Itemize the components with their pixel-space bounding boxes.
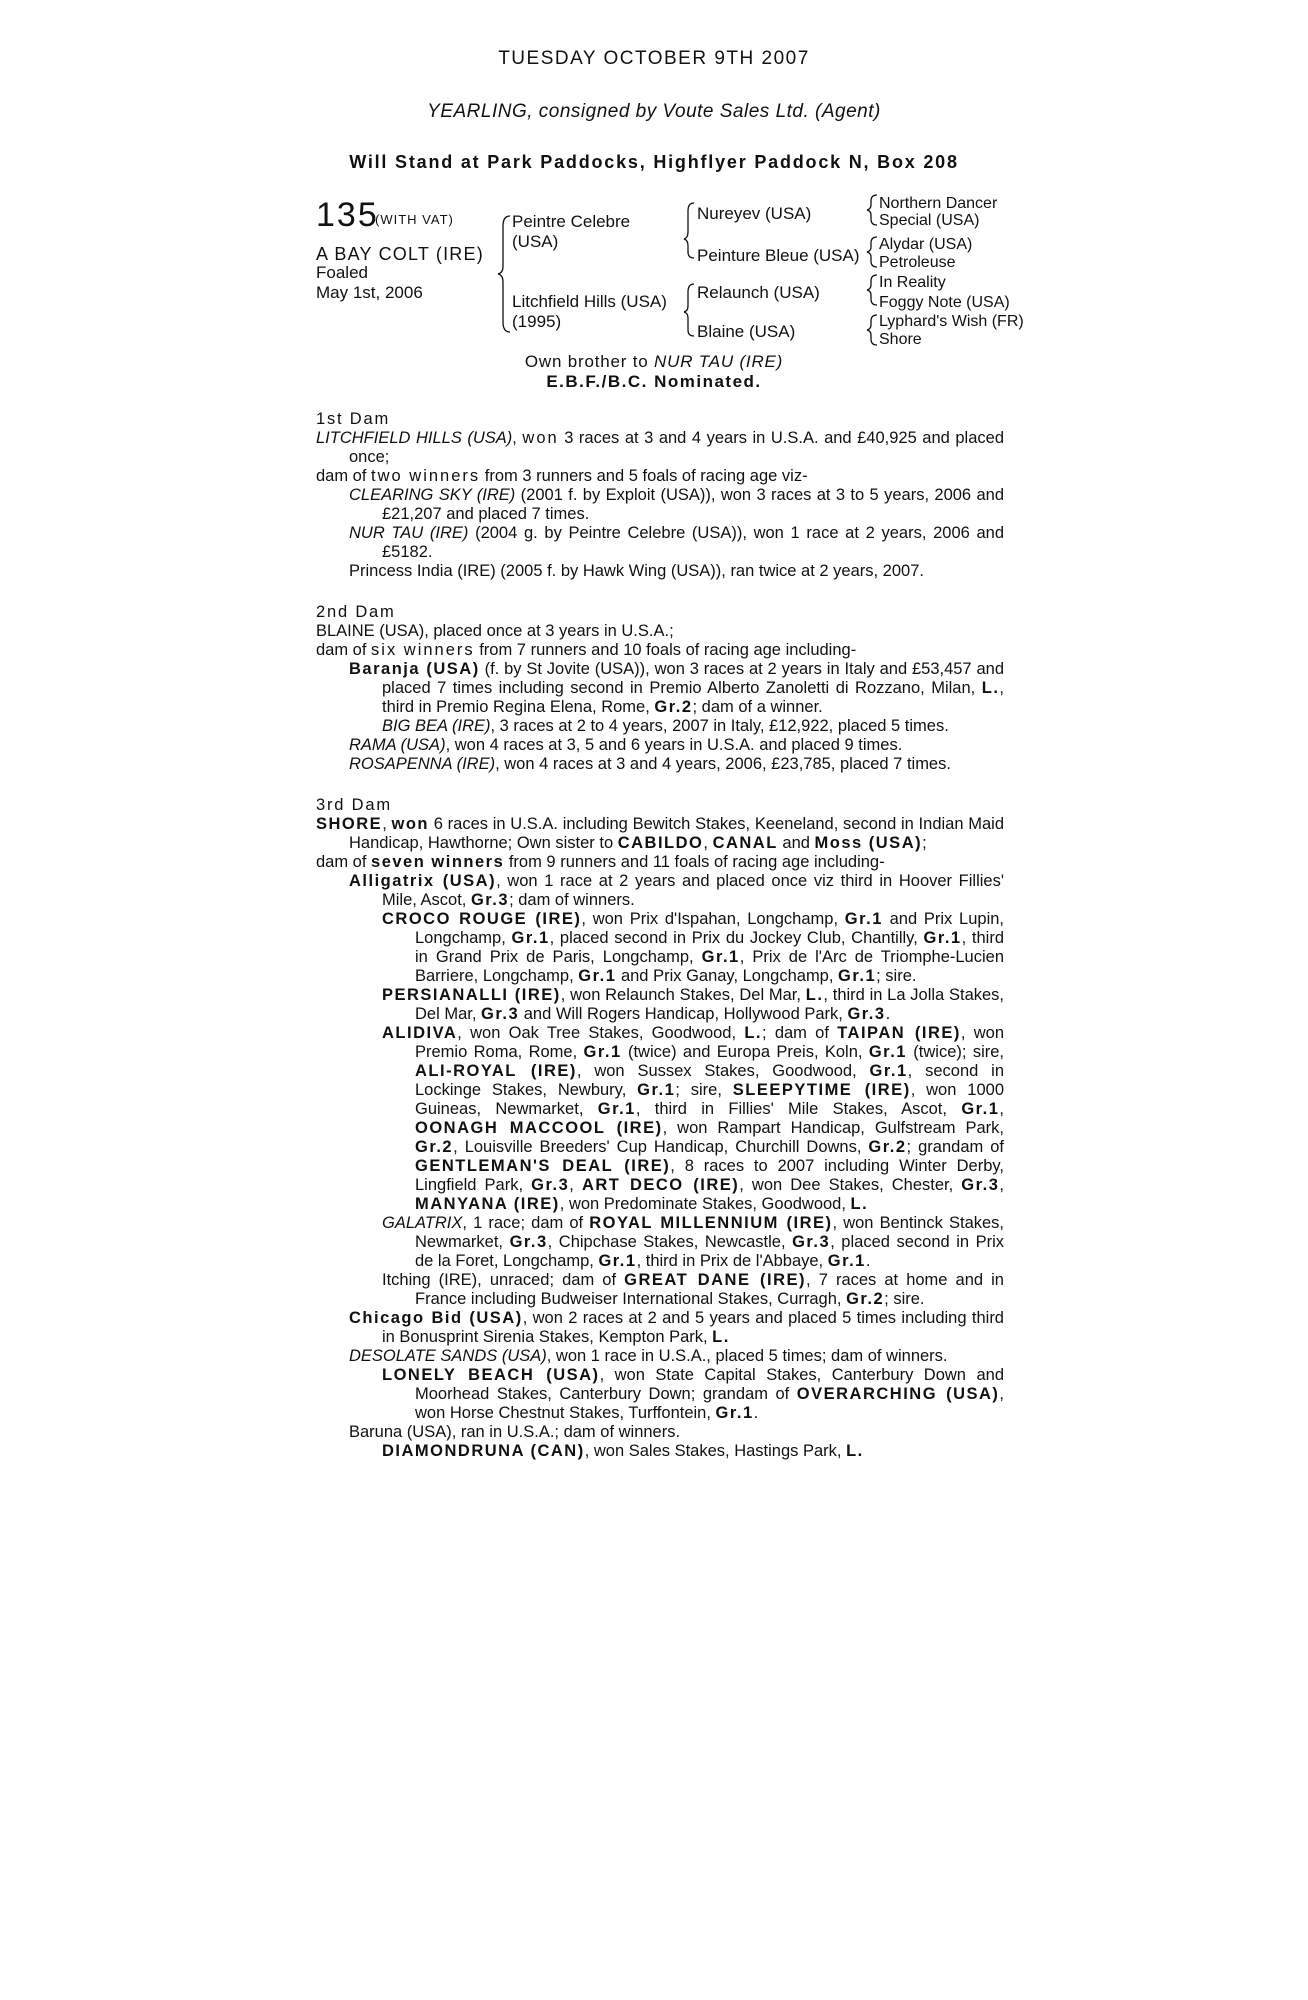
shore-e: and — [777, 834, 815, 852]
ali-b: ; dam of — [762, 1024, 838, 1042]
nomination-note: E.B.F./B.C. Nominated. — [546, 372, 762, 391]
ali-k: , — [999, 1100, 1005, 1118]
chic-name: Chicago Bid (USA) — [349, 1309, 523, 1327]
lone-c: . — [753, 1404, 759, 1422]
gal-royal: ROYAL MILLENNIUM (IRE) — [589, 1214, 833, 1232]
foal-rama-name: RAMA (USA) — [349, 736, 446, 754]
croco-gr3: Gr.1 — [923, 929, 962, 947]
ali-gent: GENTLEMAN'S DEAL (IRE) — [415, 1157, 671, 1175]
ali-art: ART DECO (IRE) — [581, 1176, 740, 1194]
pedigree-g7: Lyphard's Wish (FR) — [879, 313, 1024, 330]
catalogue-body — [316, 410, 1004, 1461]
pedigree-g1: Northern Dancer — [879, 195, 998, 212]
ali-taipan: TAIPAN (IRE) — [837, 1024, 961, 1042]
itch-great: GREAT DANE (IRE) — [624, 1271, 807, 1289]
first-dam-produce-count: two winners — [371, 467, 481, 485]
sale-date: TUESDAY OCTOBER 9TH 2007 — [498, 48, 810, 69]
pedigree-dam: Litchfield Hills (USA) — [512, 292, 667, 311]
vat-note: (WITH VAT) — [375, 212, 454, 227]
ali-q: , won Dee Stakes, Chester, — [739, 1176, 962, 1194]
gal-gr3: Gr.1 — [598, 1252, 637, 1270]
itch-c: ; sire. — [884, 1290, 925, 1308]
alligatrix-name: Alligatrix (USA) — [349, 872, 497, 890]
foaled-date: May 1st, 2006 — [316, 283, 423, 302]
pers-gr: Gr.3 — [481, 1005, 520, 1023]
foal-big-bea-record: , 3 races at 2 to 4 years, 2007 in Italy, £12,922, placed 5 times. — [490, 717, 949, 735]
foal-princess-india: Princess India (IRE) (2005 f. by Hawk Wing (USA)), ran twice at 2 years, 2007. — [349, 562, 924, 580]
ali-listed2: L. — [850, 1195, 869, 1213]
alligatrix-a: , won 1 race at 2 years and placed once viz third in Hoover Fillies' Mile, Ascot, — [382, 872, 1005, 909]
foal-baranja-name: Baranja (USA) — [349, 660, 480, 678]
ali-name: ALIDIVA — [382, 1024, 458, 1042]
croco-gr1: Gr.1 — [844, 910, 883, 928]
foal-baranja-listed: L. — [981, 679, 1000, 697]
foal-baranja-b: , third in Premio Regina Elena, Rome, — [382, 679, 1004, 716]
gal-b: , won Bentinck Stakes, Newmarket, — [415, 1214, 1005, 1251]
second-dam-produce-count: six winners — [371, 641, 475, 659]
pers-listed: L. — [805, 986, 824, 1004]
alligatrix-grade: Gr.3 — [470, 891, 510, 909]
first-dam-sep: , — [512, 429, 523, 447]
itch-a: Itching (IRE), unraced; dam of — [382, 1271, 625, 1289]
croco-b: and Prix Lupin, Longchamp, — [415, 910, 1004, 947]
des-rest: , won 1 race in U.S.A., placed 5 times; dam of winners. — [546, 1347, 948, 1365]
own-brother-name: NUR TAU (IRE) — [654, 352, 784, 371]
foal-croco-rouge — [316, 910, 1004, 986]
croco-a: , won Prix d'Ispahan, Longchamp, — [581, 910, 845, 928]
foal-chicago-bid — [316, 1309, 1004, 1347]
foal-clearing-sky-name: CLEARING SKY (IRE) — [349, 486, 516, 504]
third-dam-produce-count: seven winners — [371, 853, 505, 871]
foal-big-bea — [316, 717, 1004, 736]
dia-listed: L. — [846, 1442, 864, 1460]
itch-b: , 7 races at home and in France including Budweiser International Stakes, Curragh, — [415, 1271, 1004, 1308]
pedigree-dam-sire: Relaunch (USA) — [697, 283, 820, 302]
ali-gr5: Gr.1 — [597, 1100, 636, 1118]
foal-rosapenna-record: , won 4 races at 3 and 4 years, 2006, £23,785, placed 7 times. — [495, 755, 951, 773]
ali-gr2: Gr.1 — [868, 1043, 907, 1061]
foal-galatrix — [316, 1214, 1004, 1271]
croco-c: , placed second in Prix du Jockey Club, Chantilly, — [549, 929, 924, 947]
des-name: DESOLATE SANDS (USA) — [349, 1347, 547, 1365]
croco-f: and Prix Ganay, Longchamp, — [616, 967, 839, 985]
foal-clearing-sky — [316, 486, 1004, 524]
foal-nur-tau — [316, 524, 1004, 562]
foal-alligatrix — [316, 872, 1004, 910]
foal-nur-tau-name: NUR TAU (IRE) — [349, 524, 469, 542]
gal-gr4: Gr.1 — [827, 1252, 866, 1270]
shore-name: SHORE — [316, 815, 383, 833]
foaled-label: Foaled — [316, 263, 368, 282]
third-dam-title: 3rd Dam — [316, 796, 392, 814]
foal-big-bea-name: BIG BEA (IRE) — [382, 717, 491, 735]
shore-won: won — [391, 815, 430, 833]
first-dam-produce — [316, 467, 1004, 486]
ali-h: ; sire, — [675, 1081, 733, 1099]
gal-f: . — [865, 1252, 871, 1270]
foal-nur-tau-record: (2004 g. by Peintre Celebre (USA)), won 1 race at 2 years, 2006 and £5182. — [382, 524, 1005, 561]
pedigree-sire-country: (USA) — [512, 232, 559, 251]
croco-e: , Prix de l'Arc de Triomphe-Lucien Barriere, Longchamp, — [415, 948, 1005, 985]
croco-gr4: Gr.1 — [701, 948, 740, 966]
third-dam-produce-c: from 9 runners and 11 foals of racing age including- — [504, 853, 885, 871]
croco-gr2: Gr.1 — [511, 929, 550, 947]
pedigree-sire: Peintre Celebre — [512, 212, 631, 231]
pedigree-sire-sire: Nureyev (USA) — [697, 204, 812, 223]
itch-gr: Gr.2 — [846, 1290, 885, 1308]
foal-baranja-a: (f. by St Jovite (USA)), won 3 races at 2 years in Italy and £53,457 and placed 7 times including second in Premio Alberto Zanoletti di Rozzano, Milan, — [382, 660, 1004, 697]
second-dam-produce-c: from 7 runners and 10 foals of racing age including- — [474, 641, 857, 659]
gal-a: , 1 race; dam of — [462, 1214, 590, 1232]
third-dam-line: SHORE, won 6 races in U.S.A. including Bewitch Stakes, Keeneland, second in Indian Maid Handicap, Hawthorne; Own sister to CABILDO, CANAL and Moss (USA); — [316, 815, 1005, 852]
ali-n: ; grandam of — [906, 1138, 1004, 1156]
pedigree-g4: Petroleuse — [879, 254, 956, 271]
lot-number: 135 — [316, 196, 379, 234]
shore-c: , — [703, 834, 713, 852]
g-brace-2 — [867, 237, 877, 267]
pedigree-g5: In Reality — [879, 274, 946, 291]
ali-e: (twice); sire, — [906, 1043, 1004, 1061]
shore-cabildo: CABILDO — [617, 834, 704, 852]
pedigree-dam-dam: Blaine (USA) — [697, 322, 796, 341]
foal-baranja-c: ; dam of a winner. — [692, 698, 823, 716]
dam-brace — [684, 284, 694, 336]
dia-a: , won Sales Stakes, Hastings Park, — [584, 1442, 847, 1460]
pedigree-g3: Alydar (USA) — [879, 236, 973, 253]
ali-i: , won 1000 Guineas, Newmarket, — [415, 1081, 1004, 1118]
ali-d: (twice) and Europa Preis, Koln, — [621, 1043, 869, 1061]
foal-rama-record: , won 4 races at 3, 5 and 6 years in U.S.A. and placed 9 times. — [445, 736, 903, 754]
lone-b: , won Horse Chestnut Stakes, Turffontein, — [415, 1385, 1005, 1422]
pedigree-dam-year: (1995) — [512, 312, 562, 331]
foal-baranja-grade: Gr.2 — [654, 698, 693, 716]
first-dam-won: won — [522, 429, 559, 447]
shore-canal: CANAL — [712, 834, 778, 852]
ali-m: , Louisville Breeders' Cup Handicap, Churchill Downs, — [453, 1138, 869, 1156]
foal-lonely-beach — [316, 1366, 1004, 1423]
pers-c: and Will Rogers Handicap, Hollywood Park, — [519, 1005, 848, 1023]
gal-name: GALATRIX — [382, 1214, 463, 1232]
foal-baruna: Baruna (USA), ran in U.S.A.; dam of winners. — [349, 1423, 681, 1441]
stand-location: Will Stand at Park Paddocks, Highflyer Paddock N, Box 208 — [349, 152, 959, 172]
ali-gr4: Gr.1 — [637, 1081, 676, 1099]
foal-diamondruna — [316, 1442, 1004, 1461]
pers-name: PERSIANALLI (IRE) — [382, 986, 561, 1004]
lone-a: , won State Capital Stakes, Canterbury Down and Moorhead Stakes, Canterbury Down; grandam of — [415, 1366, 1004, 1403]
g-brace-3 — [867, 275, 877, 305]
shore-moss: Moss (USA) — [814, 834, 923, 852]
ali-s: , won Predominate Stakes, Goodwood, — [559, 1195, 851, 1213]
croco-gr6: Gr.1 — [838, 967, 877, 985]
pers-gr2: Gr.3 — [847, 1005, 886, 1023]
ali-many: MANYANA (IRE) — [415, 1195, 560, 1213]
first-dam-record: 3 races at 3 and 4 years in U.S.A. and £40,925 and placed once; — [349, 429, 1004, 466]
lone-name: LONELY BEACH (USA) — [382, 1366, 600, 1384]
pers-d: . — [885, 1005, 891, 1023]
ali-royal: ALI-ROYAL (IRE) — [415, 1062, 577, 1080]
foal-rosapenna-name: ROSAPENNA (IRE) — [349, 755, 496, 773]
ali-gr3: Gr.1 — [869, 1062, 908, 1080]
second-dam-line: BLAINE (USA), placed once at 3 years in U.S.A.; — [316, 622, 674, 640]
croco-name: CROCO ROUGE (IRE) — [382, 910, 582, 928]
ali-oonagh: OONAGH MACCOOL (IRE) — [415, 1119, 663, 1137]
alligatrix-b: ; dam of winners. — [509, 891, 635, 909]
ali-j: , third in Fillies' Mile Stakes, Ascot, — [635, 1100, 962, 1118]
ali-gr7: Gr.2 — [415, 1138, 454, 1156]
g-brace-1 — [867, 195, 877, 225]
third-dam-produce — [316, 853, 1004, 872]
croco-g: ; sire. — [876, 967, 917, 985]
foal-rosapenna — [316, 755, 1004, 774]
pedigree-sire-dam: Peinture Bleue (USA) — [697, 246, 860, 265]
sire-brace — [684, 203, 694, 258]
second-dam-produce-a: dam of — [316, 641, 372, 659]
ali-g: , second in Lockinge Stakes, Newbury, — [415, 1062, 1005, 1099]
consignment-line: YEARLING, consigned by Voute Sales Ltd. (Agent) — [427, 101, 881, 122]
gal-gr1: Gr.3 — [509, 1233, 548, 1251]
first-dam-produce-c: from 3 runners and 5 foals of racing age viz- — [480, 467, 808, 485]
foal-persianalli — [316, 986, 1004, 1024]
pedigree-g6: Foggy Note (USA) — [879, 294, 1010, 311]
first-dam-produce-a: dam of — [316, 467, 372, 485]
croco-d: , third in Grand Prix de Paris, Longchamp, — [415, 929, 1004, 966]
first-dam-line — [316, 429, 1004, 467]
ali-f: , won Sussex Stakes, Goodwood, — [576, 1062, 870, 1080]
pers-a: , won Relaunch Stakes, Del Mar, — [560, 986, 806, 1004]
foal-rama — [316, 736, 1004, 755]
ali-l: , won Rampart Handicap, Gulfstream Park, — [662, 1119, 1005, 1137]
g-brace-4 — [867, 315, 877, 345]
own-brother-prefix: Own brother to — [524, 352, 655, 371]
ali-gr10: Gr.3 — [961, 1176, 1000, 1194]
ali-listed: L. — [744, 1024, 762, 1042]
shore-g: ; — [922, 834, 927, 852]
ali-gr9: Gr.3 — [531, 1176, 570, 1194]
ali-gr8: Gr.2 — [868, 1138, 907, 1156]
ali-gr1: Gr.1 — [583, 1043, 622, 1061]
ali-c: , won Premio Roma, Rome, — [415, 1024, 1005, 1061]
ali-gr6: Gr.1 — [961, 1100, 1000, 1118]
first-dam-name: LITCHFIELD HILLS (USA) — [316, 429, 513, 447]
lone-over: OVERARCHING (USA) — [796, 1385, 1000, 1403]
croco-gr5: Gr.1 — [578, 967, 617, 985]
shore-a: 6 races in U.S.A. including Bewitch Stakes, Keeneland, second in Indian Maid Handicap, Hawthorne; Own sister to — [349, 815, 1005, 852]
foal-desolate-sands — [316, 1347, 1004, 1366]
ali-sleepy: SLEEPYTIME (IRE) — [732, 1081, 911, 1099]
ali-p: , — [569, 1176, 582, 1194]
lone-gr: Gr.1 — [715, 1404, 754, 1422]
second-dam-produce — [316, 641, 1004, 660]
pedigree-g2: Special (USA) — [879, 212, 980, 229]
ali-r: , — [999, 1176, 1004, 1194]
foal-clearing-sky-record: (2001 f. by Exploit (USA)), won 3 races at 3 to 5 years, 2006 and £21,207 and placed 7 times. — [382, 486, 1004, 523]
chic-listed: L. — [712, 1328, 730, 1346]
gal-gr2: Gr.3 — [792, 1233, 831, 1251]
foal-alidiva — [316, 1024, 1004, 1214]
main-brace — [498, 216, 510, 332]
dia-name: DIAMONDRUNA (CAN) — [382, 1442, 585, 1460]
foal-itching — [316, 1271, 1004, 1309]
second-dam-title: 2nd Dam — [316, 603, 396, 621]
ali-a: , won Oak Tree Stakes, Goodwood, — [457, 1024, 745, 1042]
pedigree-g8: Shore — [879, 331, 922, 348]
chic-a: , won 2 races at 2 and 5 years and placed 5 times including third in Bonusprint Sirenia Stakes, Kempton Park, — [382, 1309, 1004, 1346]
pers-b: , third in La Jolla Stakes, Del Mar, — [415, 986, 1005, 1023]
gal-c: , Chipchase Stakes, Newcastle, — [547, 1233, 793, 1251]
lot-description: A BAY COLT (IRE) — [316, 244, 484, 264]
gal-e: , third in Prix de l'Abbaye, — [636, 1252, 828, 1270]
foal-baranja — [316, 660, 1004, 717]
gal-d: , placed second in Prix de la Foret, Longchamp, — [415, 1233, 1004, 1270]
own-brother-note — [0, 352, 1308, 372]
first-dam-title: 1st Dam — [316, 410, 391, 428]
ali-o: , 8 races to 2007 including Winter Derby, Lingfield Park, — [415, 1157, 1004, 1194]
third-dam-produce-a: dam of — [316, 853, 372, 871]
